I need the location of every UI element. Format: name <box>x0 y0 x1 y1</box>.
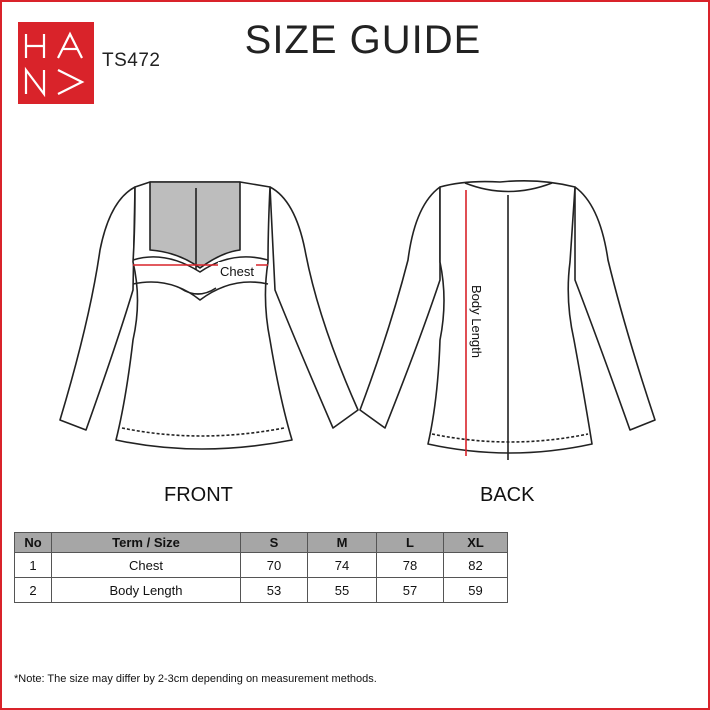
row-s: 53 <box>241 578 308 603</box>
back-body <box>428 181 592 453</box>
row-no: 2 <box>15 578 52 603</box>
row-l: 78 <box>377 553 444 578</box>
row-term: Body Length <box>52 578 241 603</box>
back-left-sleeve <box>360 187 440 428</box>
header-s: S <box>241 533 308 553</box>
header-l: L <box>377 533 444 553</box>
size-table <box>14 532 508 603</box>
row-xl: 59 <box>444 578 508 603</box>
back-right-sleeve <box>575 187 655 430</box>
back-view-label: BACK <box>480 484 535 506</box>
row-no: 1 <box>15 553 52 578</box>
product-code: TS472 <box>102 50 161 71</box>
front-right-sleeve <box>270 187 358 428</box>
header-term: Term / Size <box>52 533 241 553</box>
header-xl: XL <box>444 533 508 553</box>
page-title: SIZE GUIDE <box>244 18 482 62</box>
table-row <box>15 578 508 603</box>
chest-label: Chest <box>220 264 254 279</box>
header-m: M <box>308 533 377 553</box>
row-m: 74 <box>308 553 377 578</box>
row-term: Chest <box>52 553 241 578</box>
table-row <box>15 553 508 578</box>
row-m: 55 <box>308 578 377 603</box>
measurement-note: *Note: The size may differ by 2-3cm depending on measurement methods. <box>14 673 377 685</box>
row-xl: 82 <box>444 553 508 578</box>
header-no: No <box>15 533 52 553</box>
body-length-label: Body Length <box>469 285 484 359</box>
size-table-header <box>15 533 508 553</box>
row-l: 57 <box>377 578 444 603</box>
front-view-label: FRONT <box>164 484 233 506</box>
row-s: 70 <box>241 553 308 578</box>
front-left-sleeve <box>60 187 135 430</box>
